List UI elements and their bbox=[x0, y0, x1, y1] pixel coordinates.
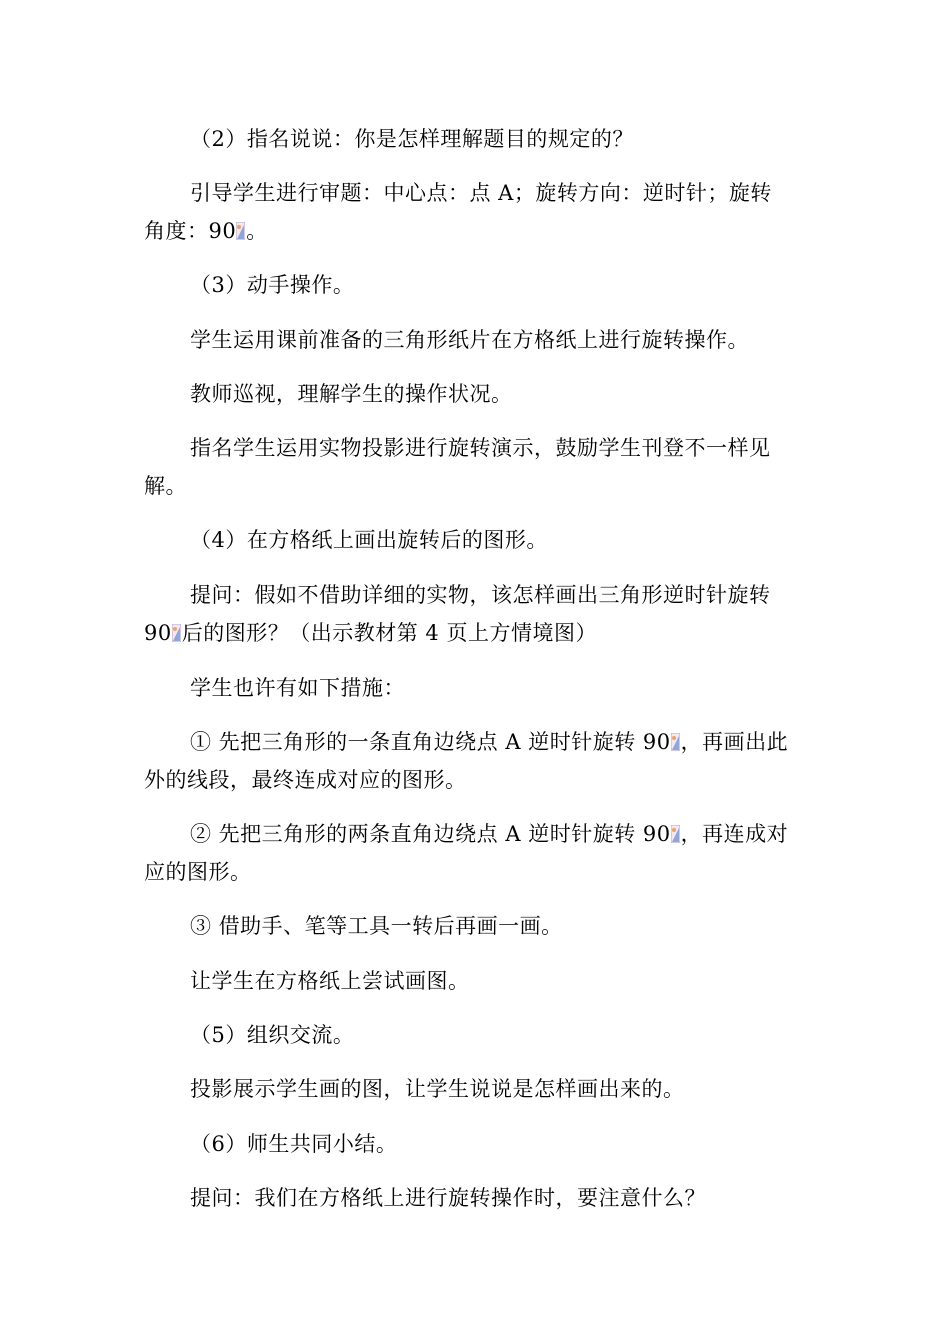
paragraph-line-text: 角度：90 bbox=[144, 219, 237, 243]
paragraph-12 bbox=[144, 907, 804, 945]
paragraph-1 bbox=[144, 120, 804, 158]
paragraph-line: （3）动手操作。 bbox=[190, 273, 355, 297]
paragraph-line: （5）组织交流。 bbox=[190, 1023, 355, 1047]
paragraph-line: 外的线段，最终连成对应的图形。 bbox=[144, 768, 467, 792]
broken-image-icon bbox=[671, 825, 680, 843]
paragraph-7 bbox=[144, 521, 804, 559]
paragraph-14 bbox=[144, 1016, 804, 1054]
paragraph-line-text: ① 先把三角形的一条直角边绕点 A 逆时针旋转 90 bbox=[190, 730, 671, 754]
paragraph-line-text: 90 bbox=[144, 621, 172, 645]
paragraph-10 bbox=[144, 723, 804, 799]
paragraph-line: （4）在方格纸上画出旋转后的图形。 bbox=[190, 528, 548, 552]
paragraph-16 bbox=[144, 1125, 804, 1163]
broken-image-icon bbox=[671, 733, 680, 751]
paragraph-6 bbox=[144, 429, 804, 505]
paragraph-suffix: 后的图形？（出示教材第 4 页上方情境图） bbox=[181, 621, 597, 645]
paragraph-13 bbox=[144, 962, 804, 1000]
paragraph-line: 解。 bbox=[144, 474, 187, 498]
broken-image-icon bbox=[172, 624, 181, 642]
paragraph-line-with-glyph bbox=[144, 815, 804, 853]
paragraph-line-text: ② 先把三角形的两条直角边绕点 A 逆时针旋转 90 bbox=[190, 822, 671, 846]
paragraph-line: 指名学生运用实物投影进行旋转演示，鼓励学生刊登不一样见 bbox=[190, 436, 771, 460]
paragraph-2 bbox=[144, 174, 804, 250]
paragraph-4 bbox=[144, 321, 804, 359]
paragraph-17 bbox=[144, 1179, 804, 1217]
paragraph-line: ③ 借助手、笔等工具一转后再画一画。 bbox=[190, 914, 563, 938]
paragraph-mid-text: ，再连成对 bbox=[680, 822, 789, 846]
paragraph-line: 学生也许有如下措施： bbox=[190, 676, 405, 700]
paragraph-line: 投影展示学生画的图，让学生说说是怎样画出来的。 bbox=[190, 1077, 685, 1101]
paragraph-line: 应的图形。 bbox=[144, 860, 252, 884]
paragraph-9 bbox=[144, 669, 804, 707]
paragraph-line-with-glyph bbox=[144, 212, 804, 250]
paragraph-line-with-glyph bbox=[144, 614, 804, 652]
paragraph-8 bbox=[144, 576, 804, 652]
paragraph-11 bbox=[144, 815, 804, 891]
paragraph-line-with-glyph bbox=[144, 723, 804, 761]
paragraph-line: 教师巡视，理解学生的操作状况。 bbox=[190, 382, 513, 406]
paragraph-line: 引导学生进行审题：中心点：点 A；旋转方向：逆时针；旋转 bbox=[190, 181, 772, 205]
paragraph-5 bbox=[144, 375, 804, 413]
paragraph-15 bbox=[144, 1070, 804, 1108]
paragraph-line: 提问：我们在方格纸上进行旋转操作时，要注意什么？ bbox=[190, 1186, 706, 1210]
paragraph-mid-text: ，再画出此 bbox=[680, 730, 789, 754]
paragraph-line: 让学生在方格纸上尝试画图。 bbox=[190, 969, 470, 993]
paragraph-3 bbox=[144, 266, 804, 304]
paragraph-line: 学生运用课前准备的三角形纸片在方格纸上进行旋转操作。 bbox=[190, 328, 749, 352]
paragraph-line: 提问：假如不借助详细的实物，该怎样画出三角形逆时针旋转 bbox=[190, 583, 771, 607]
paragraph-line: （6）师生共同小结。 bbox=[190, 1132, 398, 1156]
broken-image-icon bbox=[236, 222, 245, 240]
paragraph-line: （2）指名说说：你是怎样理解题目的规定的？ bbox=[190, 127, 634, 151]
paragraph-suffix: 。 bbox=[246, 219, 268, 243]
